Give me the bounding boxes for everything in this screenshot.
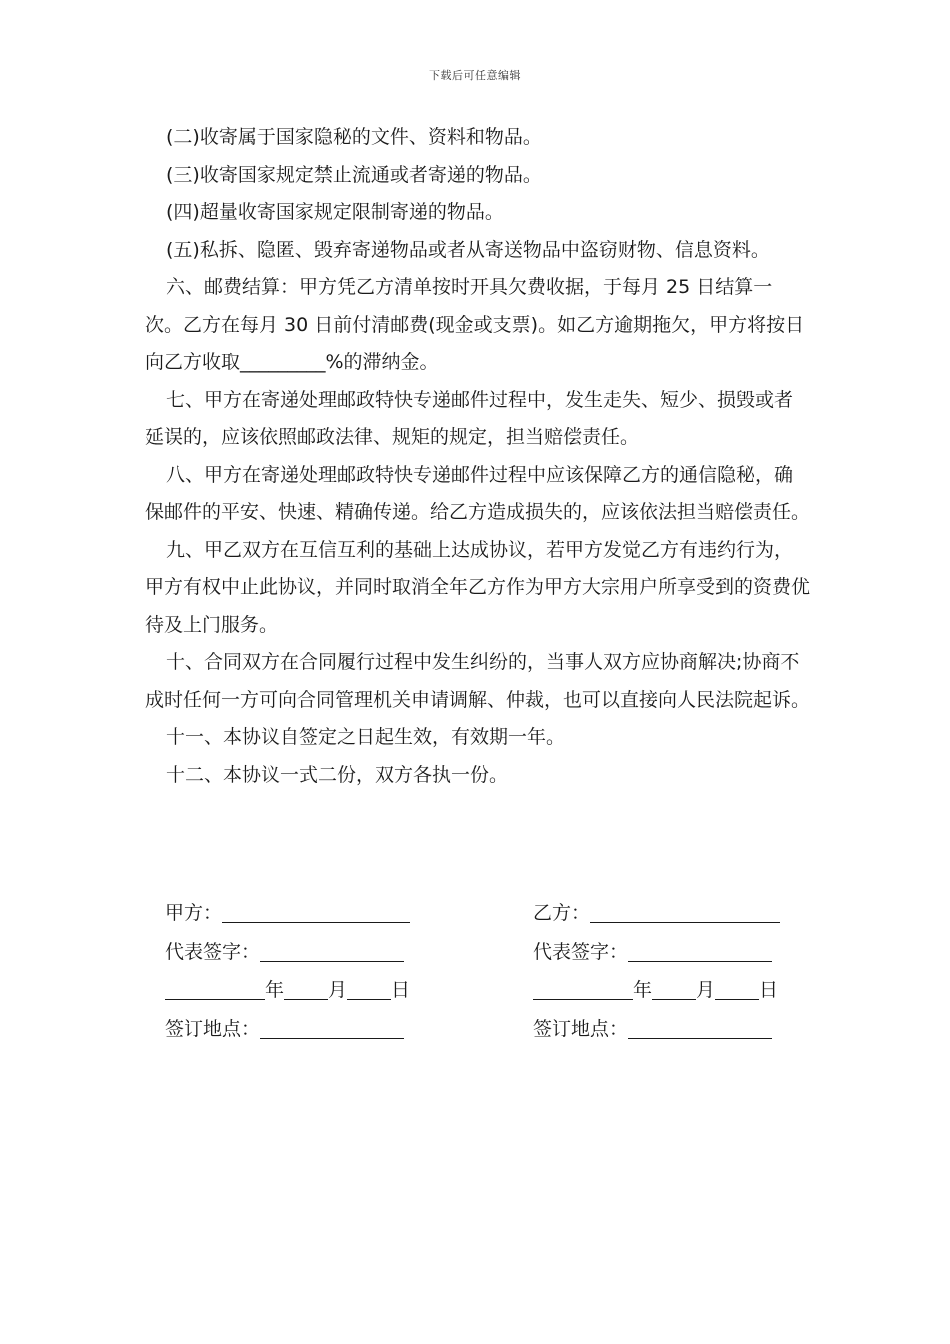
page-header: 下载后可任意编辑 (429, 69, 521, 82)
day-label: 日 (759, 979, 779, 1001)
party-b-place (533, 1010, 825, 1049)
clause-2: (二)收寄属于国家隐秘的文件、资料和物品。 (166, 126, 542, 148)
month-label: 月 (696, 979, 716, 1001)
party-b (533, 894, 825, 933)
party-b-blank[interactable] (590, 898, 780, 923)
party-b-rep-blank[interactable] (628, 937, 772, 962)
party-a-date (165, 971, 533, 1010)
party-a (165, 894, 533, 933)
party-a-day-blank[interactable] (347, 975, 391, 1000)
party-a-rep-label: 代表签字： (165, 940, 261, 963)
month-label: 月 (328, 979, 348, 1001)
rep-row (165, 933, 825, 972)
clause-4: (四)超量收寄国家规定限制寄递的物品。 (166, 201, 504, 223)
article-12: 十二、本协议一式二份，双方各执一份。 (166, 763, 509, 786)
party-a-year-blank[interactable] (165, 975, 265, 1000)
article-7: 七、甲方在寄递处理邮政特快专递邮件过程中，发生走失、短少、损毁或者延误的，应该依照邮政法律、规矩的规定，担当赔偿责任。 (145, 388, 794, 448)
party-b-rep (533, 933, 825, 972)
article-8: 八、甲方在寄递处理邮政特快专递邮件过程中应该保障乙方的通信隐秘，确保邮件的平安、快速、精确传递。给乙方造成损失的，应该依法担当赔偿责任。 (145, 463, 811, 523)
article-9: 九、甲乙双方在互信互利的基础上达成协议，若甲方发觉乙方有违约行为，甲方有权中止此协议，并同时取消全年乙方作为甲方大宗用户所享受到的资费优待及上门服务。 (145, 538, 811, 636)
party-a-place (165, 1010, 533, 1049)
party-a-place-label: 签订地点： (165, 1017, 261, 1040)
party-b-day-blank[interactable] (715, 975, 759, 1000)
party-b-month-blank[interactable] (652, 975, 696, 1000)
signature-block (165, 894, 825, 1048)
party-b-year-blank[interactable] (533, 975, 633, 1000)
date-row (165, 971, 825, 1010)
party-b-place-blank[interactable] (628, 1014, 772, 1039)
year-label: 年 (633, 979, 653, 1001)
day-label: 日 (391, 979, 411, 1001)
party-b-rep-label: 代表签字： (533, 940, 629, 963)
party-b-date (533, 971, 825, 1010)
party-row (165, 894, 825, 933)
party-a-label: 甲方： (165, 902, 223, 924)
place-row (165, 1010, 825, 1049)
party-a-rep (165, 933, 533, 972)
party-a-place-blank[interactable] (260, 1014, 404, 1039)
clause-3: (三)收寄国家规定禁止流通或者寄递的物品。 (166, 163, 542, 186)
article-6: 六、邮费结算：甲方凭乙方清单按时开具欠费收据，于每月 25 日结算一次。乙方在每月 30 日前付清邮费(现金或支票)。如乙方逾期拖欠，甲方将按日向乙方收取_________%的滞纳金。 (145, 276, 805, 373)
contract-body (145, 119, 810, 794)
clause-5: (五)私拆、隐匿、毁弃寄递物品或者从寄送物品中盗窃财物、信息资料。 (166, 238, 770, 261)
party-a-month-blank[interactable] (284, 975, 328, 1000)
article-10: 十、合同双方在合同履行过程中发生纠纷的，当事人双方应协商解决;协商不成时任何一方可向合同管理机关申请调解、仲裁，也可以直接向人民法院起诉。 (145, 651, 811, 711)
year-label: 年 (265, 979, 285, 1001)
party-a-blank[interactable] (222, 898, 410, 923)
party-b-place-label: 签订地点： (533, 1017, 629, 1040)
party-b-label: 乙方： (533, 902, 591, 924)
article-11: 十一、本协议自签定之日起生效，有效期一年。 (166, 726, 566, 748)
party-a-rep-blank[interactable] (260, 937, 404, 962)
